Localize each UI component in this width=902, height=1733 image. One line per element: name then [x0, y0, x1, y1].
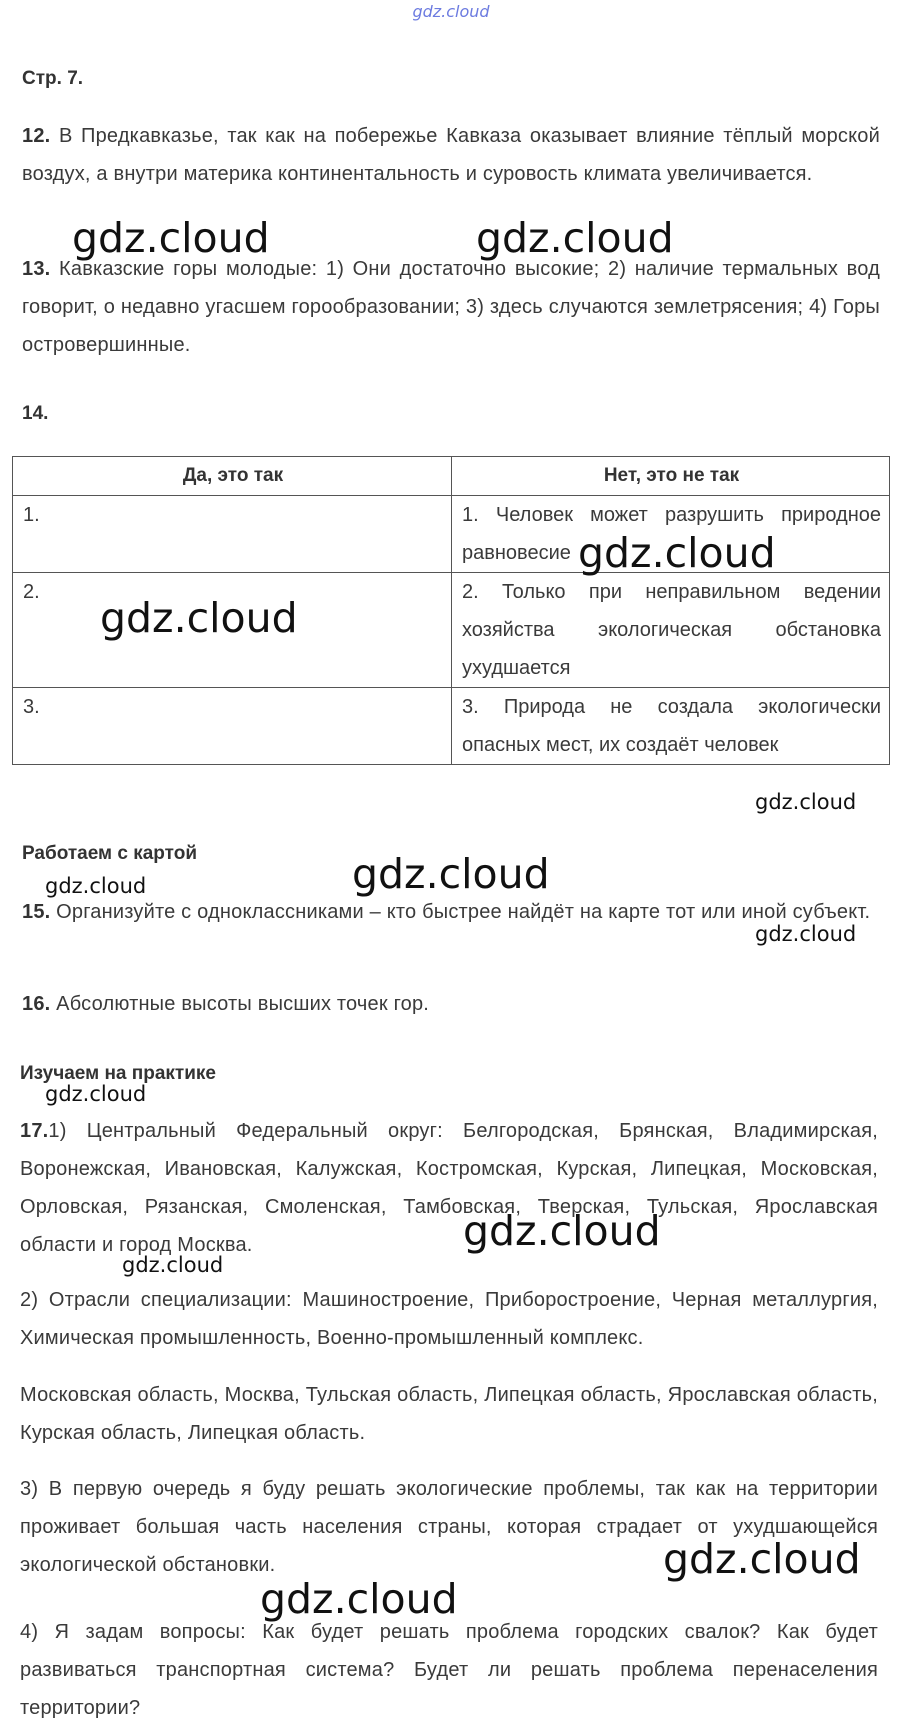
table-cell-yes: 1.	[13, 496, 452, 573]
answer-17-part1-text: 1) Центральный Федеральный округ: Белгородская, Брянская, Владимирская, Воронежская, Ивановская, Калужская, Костромская, Курская, Липецкая, Московская, Орловская, Рязанская, Смоленская, Тамбовская, Тверская, Тульская, Ярославская области и город Москва.	[20, 1120, 878, 1256]
answer-14-number: 14.	[22, 403, 49, 424]
watermark-text: gdz.cloud	[663, 1535, 861, 1583]
watermark-text: gdz.cloud	[755, 922, 857, 946]
watermark-top: gdz.cloud	[412, 2, 490, 21]
table-row	[13, 688, 890, 765]
answer-16	[22, 985, 880, 1023]
answer-12-text: В Предкавказье, так как на побережье Кавказа оказывает влияние тёплый морской воздух, а внутри материка континентальность и суровость климата увеличивается.	[22, 125, 880, 185]
watermark-text: gdz.cloud	[100, 594, 298, 642]
watermark-text: gdz.cloud	[72, 214, 270, 262]
answer-17-part4: 4) Я задам вопросы: Как будет решать проблема городских свалок? Как будет развиваться транспортная система? Будет ли решать проблема перенаселения территории?	[20, 1621, 878, 1719]
table-header-no: Нет, это не так	[452, 457, 890, 496]
answer-12	[22, 117, 880, 193]
answer-17-part3: 3) В первую очередь я буду решать экологические проблемы, так как на территории проживает большая часть населения страны, которая страдает от ухудшающейся экологической обстановки.	[20, 1478, 878, 1576]
table-cell-yes: 3.	[13, 688, 452, 765]
answer-13	[22, 250, 880, 364]
table-cell-no: 2. Только при неправильном ведении хозяйства экологическая обстановка ухудшается	[452, 573, 890, 688]
watermark-text: gdz.cloud	[755, 790, 857, 814]
section-heading-map: Работаем с картой	[22, 843, 197, 864]
answer-12-number: 12.	[22, 125, 51, 147]
answer-17-part2: 2) Отрасли специализации: Машиностроение, Приборостроение, Черная металлургия, Химическая промышленность, Военно-промышленный комплекс.	[20, 1289, 878, 1349]
table-header-row	[13, 457, 890, 496]
answer-15-number: 15.	[22, 901, 51, 923]
watermark-text: gdz.cloud	[122, 1253, 224, 1277]
answer-15-text: Организуйте с одноклассниками – кто быстрее найдёт на карте тот или иной субъект.	[56, 901, 871, 923]
page-label: Стр. 7.	[22, 68, 84, 89]
table-header-yes: Да, это так	[13, 457, 452, 496]
table-cell-yes: 2.	[13, 573, 452, 688]
answer-16-text: Абсолютные высоты высших точек гор.	[56, 993, 430, 1015]
watermark-text: gdz.cloud	[45, 874, 147, 898]
answer-17-number: 17.	[20, 1120, 49, 1142]
watermark-text: gdz.cloud	[476, 214, 674, 262]
watermark-text: gdz.cloud	[463, 1207, 661, 1255]
answer-15	[22, 893, 880, 931]
answer-13-text: Кавказские горы молодые: 1) Они достаточно высокие; 2) наличие термальных вод говорит, о недавно угасшем горообразовании; 3) здесь случаются землетрясения; 4) Горы островершинные.	[22, 258, 881, 356]
section-heading-practice: Изучаем на практике	[20, 1063, 216, 1084]
watermark-text: gdz.cloud	[352, 850, 550, 898]
answer-13-number: 13.	[22, 258, 51, 280]
watermark-text: gdz.cloud	[45, 1082, 147, 1106]
table-cell-no: 3. Природа не создала экологически опасных мест, их создаёт человек	[452, 688, 890, 765]
table-cell-no: 1. Человек может разрушить природное равновесие	[452, 496, 890, 573]
answer-17-part2-list: Московская область, Москва, Тульская область, Липецкая область, Ярославская область, Курская область, Липецкая область.	[20, 1384, 878, 1444]
watermark-text: gdz.cloud	[260, 1575, 458, 1623]
answer-17-part1	[20, 1112, 878, 1264]
answer-16-number: 16.	[22, 993, 51, 1015]
watermark-text: gdz.cloud	[578, 529, 776, 577]
